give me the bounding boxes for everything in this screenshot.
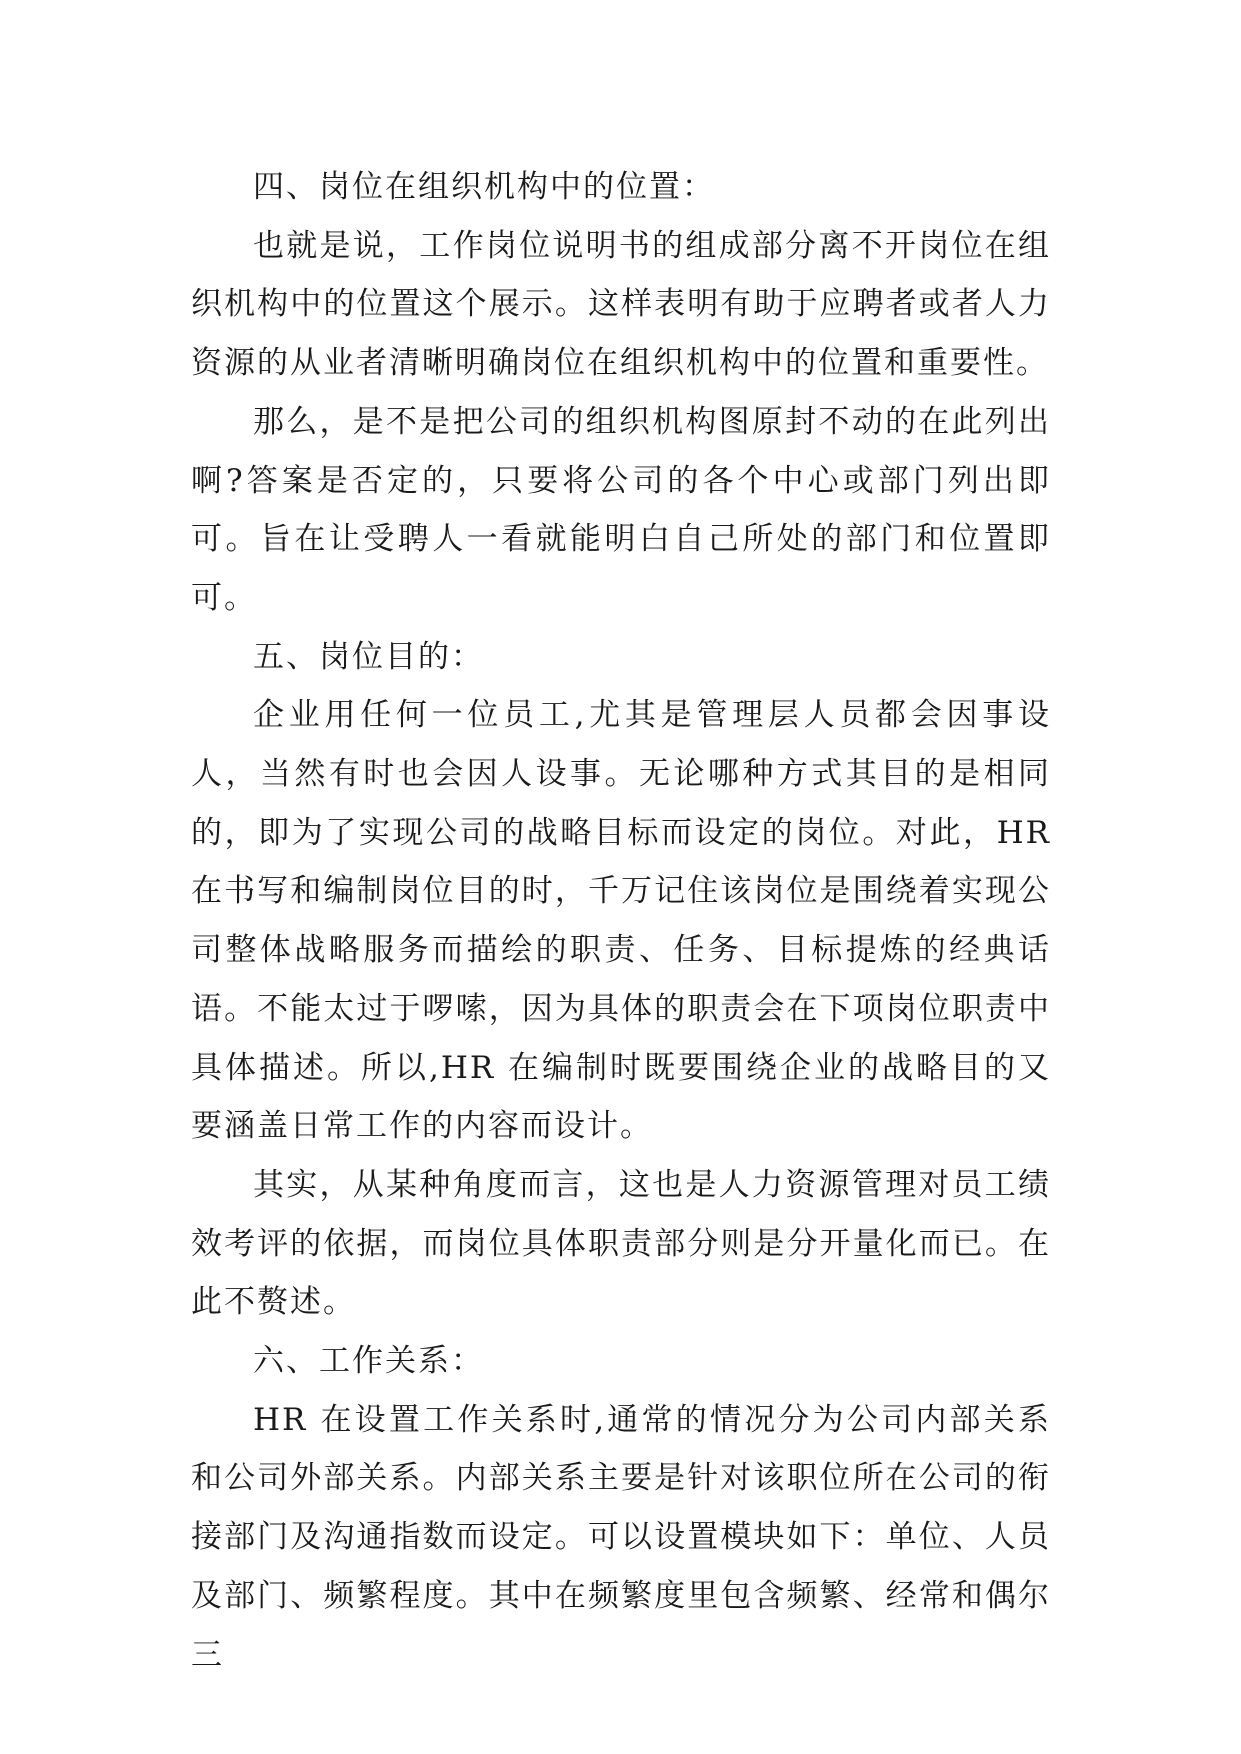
paragraph: HR 在设置工作关系时,通常的情况分为公司内部关系和公司外部关系。内部关系主要是针对该职位所在公司的衔接部门及沟通指数而设定。可以设置模块如下：单位、人员及部门、频繁程度。其中在频繁度里包含频繁、经常和偶尔三 xyxy=(191,1401,1051,1673)
paragraph: 其实，从某种角度而言，这也是人力资源管理对员工绩效考评的依据，而岗位具体职责部分则是分开量化而已。在此不赘述。 xyxy=(191,1166,1051,1321)
paragraph: 企业用任何一位员工,尤其是管理层人员都会因事设人，当然有时也会因人设事。无论哪种方式其目的是相同的，即为了实现公司的战略目标而设定的岗位。对此，HR 在书写和编制岗位目的时，千万记住该岗位是围绕着实现公司整体战略服务而描绘的职责、任务、目标提炼的经典话语。不能太过于啰嗦，因为具体的职责会在下项岗位职责中具体描述。所以,HR 在编制时既要围绕企业的战略目的又要涵盖日常工作的内容而设计。 xyxy=(191,697,1051,1145)
section-heading-work-relations: 六、工作关系： xyxy=(253,1343,484,1380)
paragraph: 也就是说，工作岗位说明书的组成部分离不开岗位在组织机构中的位置这个展示。这样表明有助于应聘者或者人力资源的从业者清晰明确岗位在组织机构中的位置和重要性。 xyxy=(191,227,1051,382)
section-heading-position-in-org: 四、岗位在组织机构中的位置： xyxy=(253,169,715,205)
document-body xyxy=(191,158,1051,1684)
section-heading-position-purpose: 五、岗位目的： xyxy=(253,638,484,675)
paragraph: 那么，是不是把公司的组织机构图原封不动的在此列出啊?答案是否定的，只要将公司的各个中心或部门列出即可。旨在让受聘人一看就能明白自己所处的部门和位置即可。 xyxy=(191,403,1051,616)
